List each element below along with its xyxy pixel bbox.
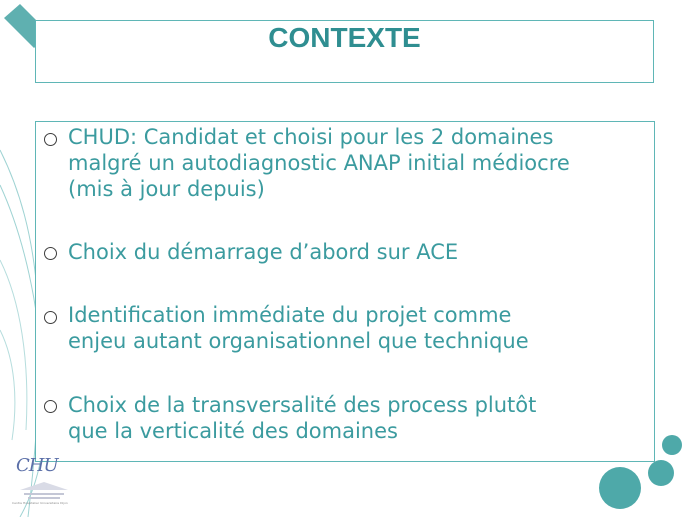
bullet-1-line-3: (mis à jour depuis) [68, 177, 265, 201]
bullet-item-3 [68, 302, 658, 354]
decorative-circle-large [599, 467, 641, 509]
bullet-circle-icon [44, 311, 57, 324]
bullet-4-line-2: que la verticalité des domaines [68, 419, 398, 443]
slide-title: CONTEXTE [268, 22, 421, 53]
bullet-3-line-1: Identification immédiate du projet comme [68, 303, 512, 327]
bullet-4-line-1: Choix de la transversalité des process plutôt [68, 393, 537, 417]
bullet-1-line-1: CHUD: Candidat et choisi pour les 2 domaines [68, 125, 554, 149]
decorative-circle-medium [648, 460, 674, 486]
bullet-item-1 [68, 124, 658, 202]
logo-text: CHU [16, 455, 58, 476]
decorative-circle-small [662, 435, 682, 455]
bullet-1-line-2: malgré un autodiagnostic ANAP initial médiocre [68, 151, 570, 175]
logo-caption: Centre Hospitalier Universitaire Dijon [12, 501, 68, 505]
bullet-circle-icon [44, 400, 57, 413]
bullet-circle-icon [44, 133, 57, 146]
bullet-item-4 [68, 392, 658, 444]
bullet-circle-icon [44, 247, 57, 260]
swoosh-line [0, 330, 15, 440]
bullet-3-line-2: enjeu autant organisationnel que technique [68, 329, 529, 353]
swoosh-line [0, 260, 27, 430]
bullet-2-line-1: Choix du démarrage d’abord sur ACE [68, 240, 459, 264]
bullet-item-2 [68, 239, 658, 265]
